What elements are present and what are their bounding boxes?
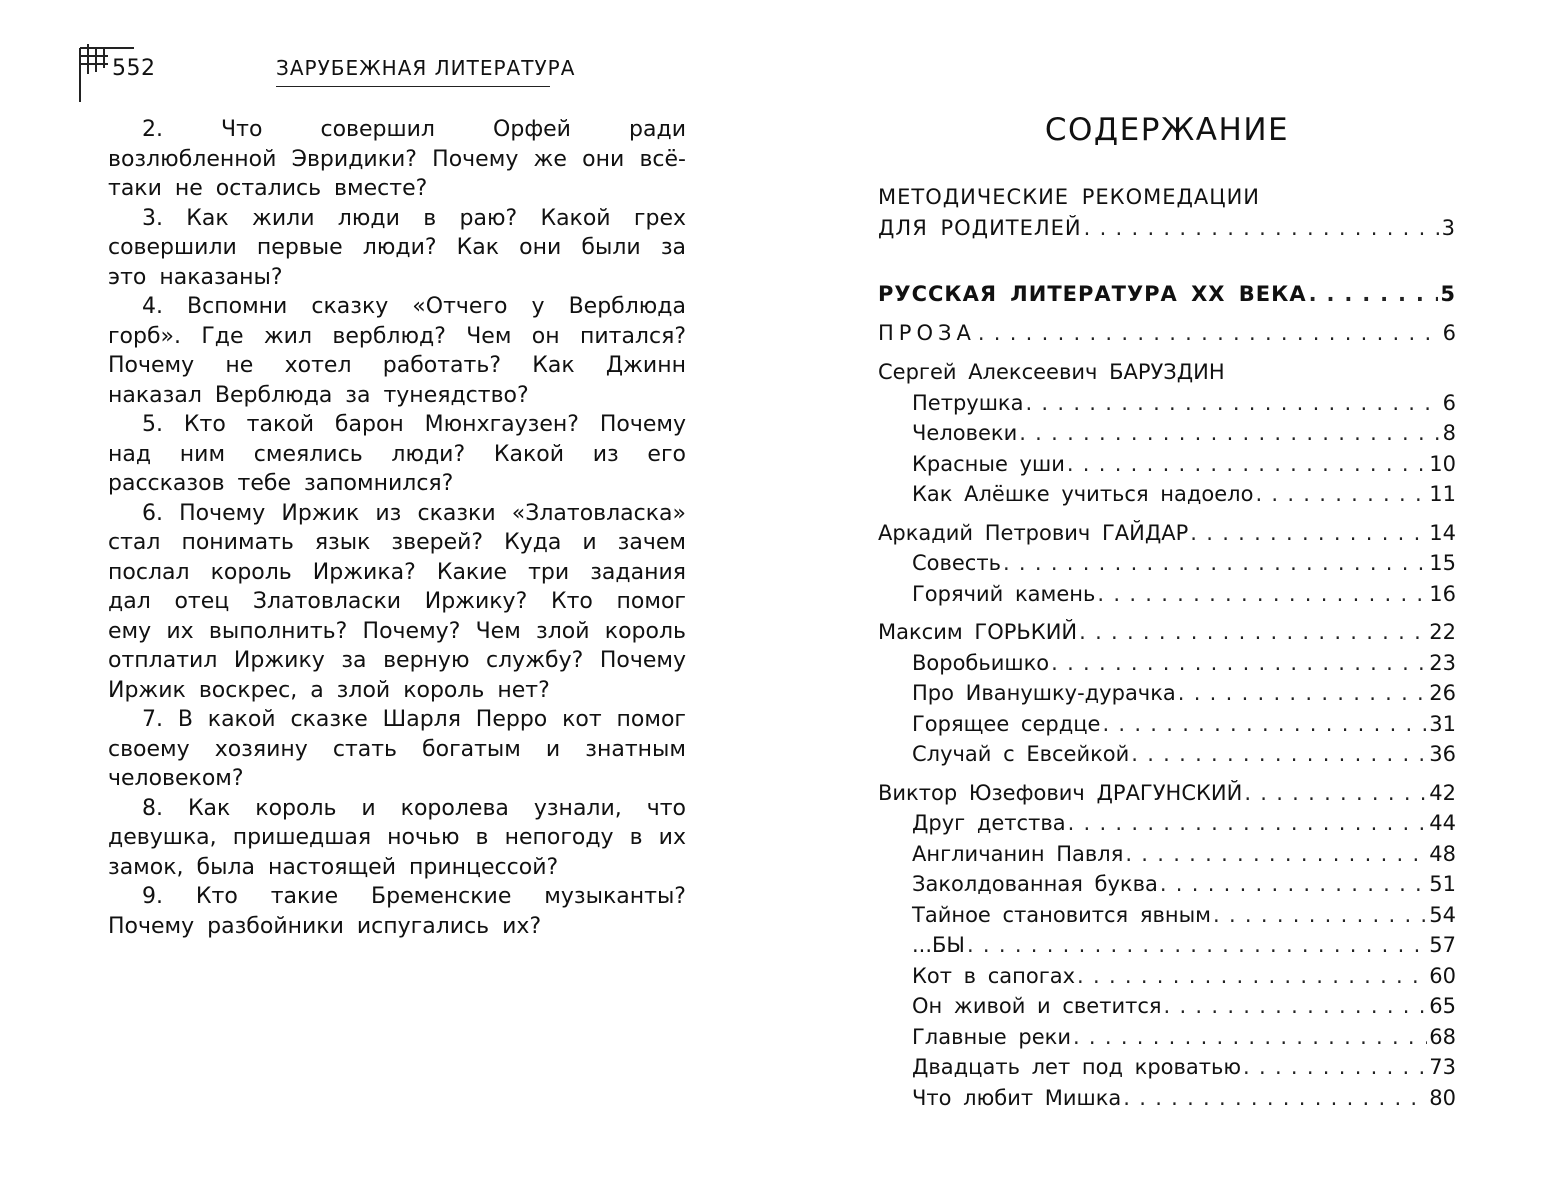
- dot-leader: [1067, 449, 1427, 480]
- toc-author[interactable]: Сергей Алексеевич БАРУЗДИН: [878, 360, 1225, 384]
- dot-leader: [1102, 709, 1427, 740]
- toc-entry-page: 51: [1429, 872, 1456, 896]
- question-item: 8. Как король и королева узнали, что девушка, пришедшая ночью в непогоду в их замок, была настоящей принцессой?: [108, 795, 686, 880]
- toc-entry-title: Двадцать лет под кроватью: [912, 1055, 1242, 1079]
- toc-entry-page: 16: [1429, 581, 1456, 606]
- toc-work[interactable]: [878, 579, 1456, 610]
- dot-leader: [1003, 548, 1427, 579]
- toc-work[interactable]: [878, 808, 1456, 839]
- toc-work[interactable]: [878, 1022, 1456, 1053]
- toc-entry-section[interactable]: [878, 279, 1456, 310]
- dot-leader: [1125, 839, 1427, 870]
- toc-entry-page: 68: [1429, 1024, 1456, 1049]
- toc-entry-page: 22: [1429, 620, 1456, 644]
- toc-entry-page: 54: [1429, 902, 1456, 927]
- question-item: 6. Почему Иржик из сказки «Златовласка» стал понимать язык зверей? Куда и зачем послал король Иржика? Какие три задания дал отец Златовласки Иржику? Кто помог ему их выполнить? Почему? Чем злой король отплатил Иржику за верную службу? Почему Иржик воскрес, а злой король нет?: [108, 500, 686, 703]
- toc-entry-title: Воробьишко: [912, 650, 1050, 675]
- dot-leader: [978, 318, 1441, 349]
- dot-leader: [1097, 579, 1427, 610]
- toc-entry-page: 48: [1429, 841, 1456, 866]
- dot-leader: [1025, 388, 1440, 419]
- toc-entry-title: Случай с Евсейкой: [912, 742, 1130, 766]
- toc-work[interactable]: [878, 548, 1456, 579]
- toc-work[interactable]: [878, 418, 1456, 449]
- toc-entry-title: Человеки: [912, 421, 1018, 445]
- toc-entry-title: Тайное становится явным: [912, 902, 1212, 927]
- toc-work[interactable]: [878, 739, 1456, 770]
- question-list: [108, 115, 686, 941]
- dot-leader: [1123, 1083, 1427, 1114]
- toc-entry-page: 15: [1429, 551, 1456, 575]
- dot-leader: [1213, 900, 1427, 931]
- dot-leader: [1073, 1022, 1427, 1053]
- toc-work[interactable]: [878, 388, 1456, 419]
- table-of-contents: [878, 182, 1456, 1113]
- toc-entry-page: 80: [1429, 1085, 1456, 1110]
- toc-entry-page: 14: [1429, 520, 1456, 545]
- dot-leader: [1164, 991, 1428, 1022]
- toc-work[interactable]: [878, 648, 1456, 679]
- toc-entry-title: Виктор Юзефович ДРАГУНСКИЙ: [878, 780, 1243, 805]
- toc-entry-title: Горящее сердце: [912, 711, 1101, 736]
- toc-entry-page: 6: [1442, 320, 1456, 345]
- dot-leader: [1190, 518, 1427, 549]
- question-item: 3. Как жили люди в раю? Какой грех совершили первые люди? Как они были за это наказаны?: [108, 205, 686, 290]
- toc-entry-title: Друг детства: [912, 811, 1066, 835]
- toc-entry-title: Заколдованная буква: [912, 872, 1158, 896]
- toc-work[interactable]: [878, 1052, 1456, 1083]
- toc-entry-title: Главные реки: [912, 1024, 1071, 1049]
- toc-work[interactable]: [878, 900, 1456, 931]
- toc-entry-title: ПРОЗА: [878, 320, 976, 345]
- toc-entry-page: 44: [1429, 811, 1456, 835]
- dot-leader: [1160, 869, 1427, 900]
- toc-entry-title: ДЛЯ РОДИТЕЛЕЙ: [878, 215, 1082, 240]
- toc-intro-line1: МЕТОДИЧЕСКИЕ РЕКОМЕДАЦИИ: [878, 185, 1261, 209]
- toc-work[interactable]: [878, 869, 1456, 900]
- dot-leader: [1244, 778, 1427, 809]
- toc-entry-page: 36: [1429, 742, 1456, 766]
- question-item: 4. Вспомни сказку «Отчего у Верблюда горб». Где жил верблюд? Чем он питался? Почему не хотел работать? Как Джинн наказал Верблюда за тунеядство?: [108, 294, 686, 408]
- toc-entry-title: Совесть: [912, 551, 1001, 575]
- toc-entry-page: 42: [1429, 780, 1456, 805]
- dot-leader: [1243, 1052, 1427, 1083]
- toc-entry-prose[interactable]: [878, 318, 1456, 349]
- toc-author[interactable]: [878, 518, 1456, 549]
- toc-entry-title: Аркадий Петрович ГАЙДАР: [878, 520, 1189, 545]
- dot-leader: [1178, 678, 1427, 709]
- toc-work[interactable]: [878, 839, 1456, 870]
- page-number: 552: [112, 56, 156, 81]
- dot-leader: [967, 930, 1427, 961]
- toc-entry-title: Красные уши: [912, 451, 1065, 476]
- dot-leader: [1131, 739, 1427, 770]
- toc-entry-title: РУССКАЯ ЛИТЕРАТУРА XX ВЕКА: [878, 282, 1307, 306]
- dot-leader: [1019, 418, 1440, 449]
- toc-entry-page: 73: [1429, 1055, 1456, 1079]
- toc-entry-page: 6: [1442, 390, 1456, 415]
- toc-entry-title: Про Иванушку-дурачка: [912, 681, 1176, 705]
- toc-entry-title: Что любит Мишка: [912, 1085, 1122, 1110]
- toc-entry-page: 60: [1429, 963, 1456, 988]
- toc-entry-page: 31: [1429, 711, 1456, 736]
- toc-entry-page: 5: [1440, 282, 1456, 306]
- toc-entry-title: Кот в сапогах: [912, 963, 1076, 988]
- toc-work[interactable]: [878, 991, 1456, 1022]
- toc-work[interactable]: [878, 479, 1456, 510]
- toc-entry-page: 11: [1429, 482, 1456, 506]
- dot-leader: [1084, 213, 1440, 244]
- toc-entry-page: 10: [1429, 451, 1456, 476]
- toc-entry-title: Англичанин Павля: [912, 841, 1124, 866]
- toc-work[interactable]: [878, 1083, 1456, 1114]
- toc-work[interactable]: [878, 678, 1456, 709]
- toc-work[interactable]: [878, 930, 1456, 961]
- toc-entry-intro[interactable]: [878, 213, 1456, 244]
- toc-entry-title: Петрушка: [912, 390, 1024, 415]
- dot-leader: [1051, 648, 1427, 679]
- toc-title: СОДЕРЖАНИЕ: [1044, 112, 1290, 148]
- dot-leader: [1079, 617, 1427, 648]
- toc-author[interactable]: [878, 778, 1456, 809]
- dot-leader: [1309, 279, 1439, 310]
- question-item: 2. Что совершил Орфей ради возлюбленной Эвридики? Почему же они всё-таки не остались вместе?: [108, 117, 686, 201]
- dot-leader: [1255, 479, 1427, 510]
- toc-work[interactable]: [878, 449, 1456, 480]
- toc-entry-page: 65: [1429, 994, 1456, 1018]
- running-head: ЗАРУБЕЖНАЯ ЛИТЕРАТУРА: [276, 56, 550, 87]
- question-item: 5. Кто такой барон Мюнхгаузен? Почему над ним смеялись люди? Какой из его рассказов тебе запомнился?: [108, 412, 686, 496]
- toc-entry-title: Как Алёшке учиться надоело: [912, 482, 1254, 506]
- toc-entry-page: 3: [1441, 215, 1456, 240]
- toc-entry-page: 23: [1429, 650, 1456, 675]
- toc-entry-page: 26: [1429, 681, 1456, 705]
- right-page: [782, 0, 1564, 1201]
- question-item: 7. В какой сказке Шарля Перро кот помог своему хозяину стать богатым и знатным человеком?: [108, 707, 686, 791]
- toc-entry-title: Он живой и светится: [912, 994, 1162, 1018]
- dot-leader: [1068, 808, 1428, 839]
- toc-entry-page: 57: [1429, 933, 1456, 957]
- question-item: 9. Кто такие Бременские музыканты? Почему разбойники испугались их?: [108, 884, 686, 939]
- toc-author[interactable]: [878, 617, 1456, 648]
- toc-work[interactable]: [878, 961, 1456, 992]
- toc-entry-title: Максим ГОРЬКИЙ: [878, 620, 1078, 644]
- toc-work[interactable]: [878, 709, 1456, 740]
- toc-entry-page: 8: [1442, 421, 1456, 445]
- toc-entry-title: Горячий камень: [912, 581, 1096, 606]
- toc-entry-title: ...БЫ: [912, 933, 965, 957]
- dot-leader: [1077, 961, 1427, 992]
